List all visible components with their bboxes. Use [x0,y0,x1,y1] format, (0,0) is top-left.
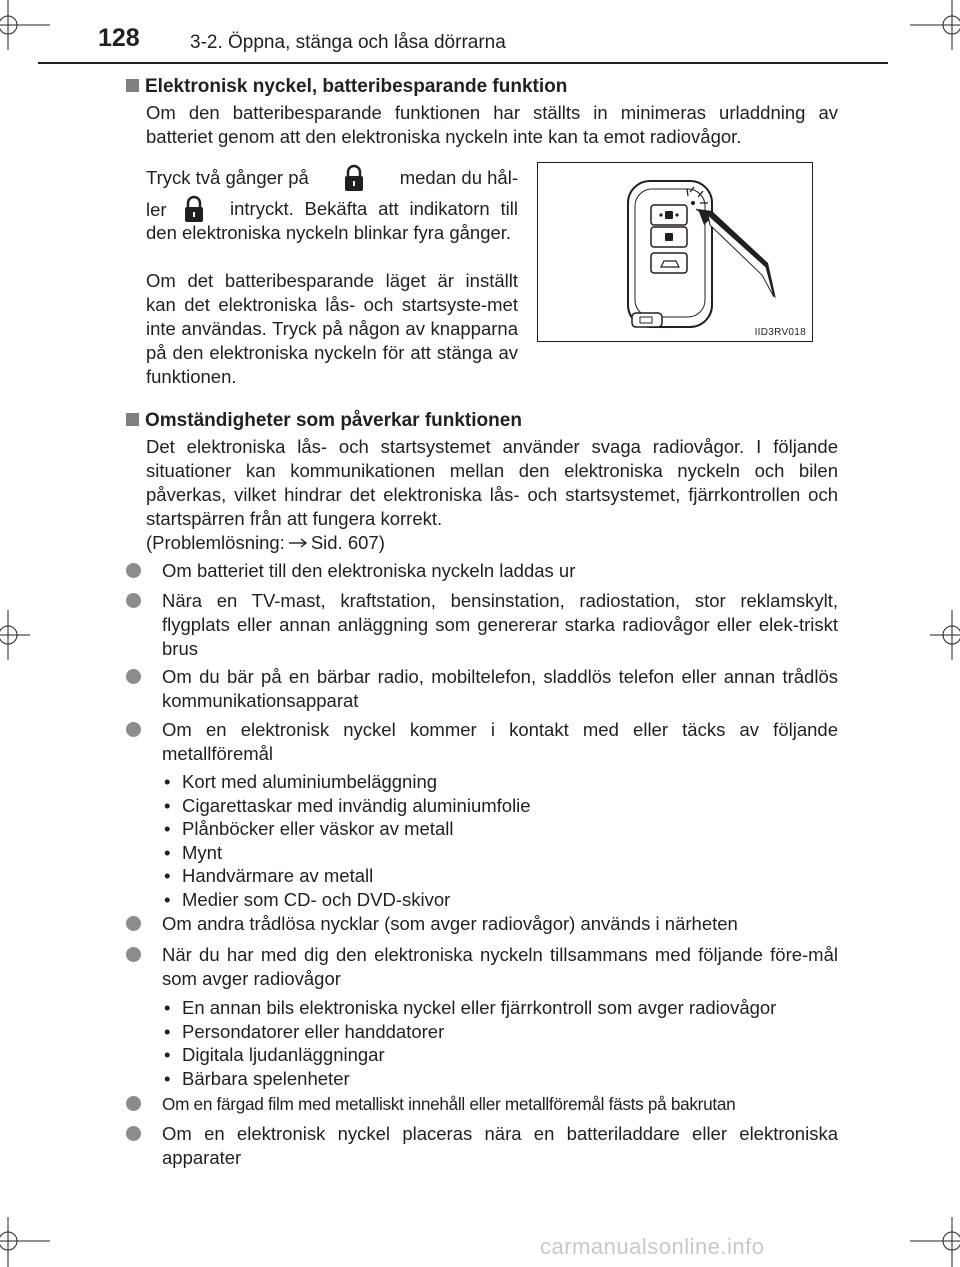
section-heading-text: Omständigheter som påverkar funktionen [145,410,522,431]
crop-mark-icon [910,1217,960,1267]
list-item-text: Om en elektronisk nyckel kommer i kontakt med eller täcks av följande metallföremål [162,719,838,764]
list-item: • Medier som CD- och DVD-skivor [164,888,531,912]
section-marker-icon [126,79,139,92]
bullet-icon [126,916,141,931]
reference-link[interactable]: Sid. 607) [310,532,385,553]
bullet-icon [126,593,141,608]
list-item: • Plånböcker eller väskor av metall [164,817,531,841]
list-item: • Bärbara spelenheter [164,1067,776,1091]
list-item: • En annan bils elektroniska nyckel eller fjärrkontroll som avger radiovågor [164,996,776,1020]
list-item: • Digitala ljudanläggningar [164,1043,776,1067]
list-item-text: Om batteriet till den elektroniska nyckeln laddas ur [162,560,576,581]
watermark: carmanualsonline.info [540,1234,765,1259]
header-rule [38,62,888,64]
arrow-right-icon [287,531,309,555]
list-item: • Mynt [164,841,531,865]
section-heading-text: Elektronisk nyckel, batteribesparande funktion [145,76,568,97]
section-marker-icon [126,413,139,426]
electronic-key-icon [538,163,812,341]
power-save-cancel: Om det batteribesparande läget är inställt kan det elektroniska lås- och startsyste-met inte användas. Tryck på någon av knapparna på den elektroniska nyckeln för att stänga av funktionen. [146,270,518,387]
list-item-text: När du har med dig den elektroniska nyckeln tillsammans med följande före-mål som avger radiovågor [162,944,838,989]
section-heading [126,76,567,98]
bullet-icon [126,1096,141,1111]
power-save-confirm: intryckt. Bekäfta att indikatorn till den elektroniska nyckeln blinkar fyra gånger. [146,198,518,243]
list-item-text: Om andra trådlösa nycklar (som avger radiovågor) används i närheten [162,913,738,934]
paragraph-text: medan du hål- [399,167,518,188]
list-item: • Kort med aluminiumbeläggning [164,770,531,794]
figure-id: IID3RV018 [754,327,806,338]
bullet-icon [126,1126,141,1141]
crop-mark-icon [0,0,50,50]
paragraph-text: Tryck två gånger på [146,167,309,188]
list-item: • Handvärmare av metall [164,864,531,888]
lock-icon [341,163,367,193]
list-item-text: Om du bär på en bärbar radio, mobiltelefon, sladdlös telefon eller annan trådlös kommunikationsapparat [162,666,838,711]
radio-item-list [164,996,776,1090]
bullet-icon [126,722,141,737]
paragraph-text: ler [146,199,167,220]
key-illustration [537,162,813,342]
list-item: • Persondatorer eller handdatorer [164,1020,776,1044]
cross-reference [146,531,838,555]
bullet-icon [126,563,141,578]
list-item-text: Nära en TV-mast, kraftstation, bensinstation, radiostation, stor reklamskylt, flygplats eller annan anläggning som genererar starka radiovågor eller elek-triskt brus [162,590,838,659]
list-item-text: Om en färgad film med metalliskt innehåll eller metallföremål fästs på bakrutan [162,1094,736,1114]
reference-prefix: (Problemlösning: [146,532,285,553]
section-intro: Det elektroniska lås- och startsystemet använder svaga radiovågor. I följande situationer kan kommunikationen mellan den elektroniska nyckeln och bilen påverkas, vilket hindrar det elektroniska lås- och startsystemet, fjärrkontrollen och startspärren från att fungera korrekt. [146,436,838,529]
crop-mark-icon [0,1217,50,1267]
page-number: 128 [98,24,140,52]
crop-mark-icon [0,610,30,660]
chapter-title: 3-2. Öppna, stänga och låsa dörrarna [190,32,506,53]
crop-mark-icon [930,610,960,660]
crop-mark-icon [910,0,960,50]
list-item-text: Om en elektronisk nyckel placeras nära en batteriladdare eller elektroniska apparater [162,1123,838,1168]
list-item: • Cigarettaskar med invändig aluminiumfolie [164,794,531,818]
section-heading [126,410,522,432]
bullet-icon [126,947,141,962]
metal-item-list [164,770,531,911]
bullet-icon [126,669,141,684]
section-intro: Om den batteribesparande funktionen har ställts in minimeras urladdning av batteriet genom att den elektroniska nyckeln inte kan ta emot radiovågor. [146,102,838,147]
